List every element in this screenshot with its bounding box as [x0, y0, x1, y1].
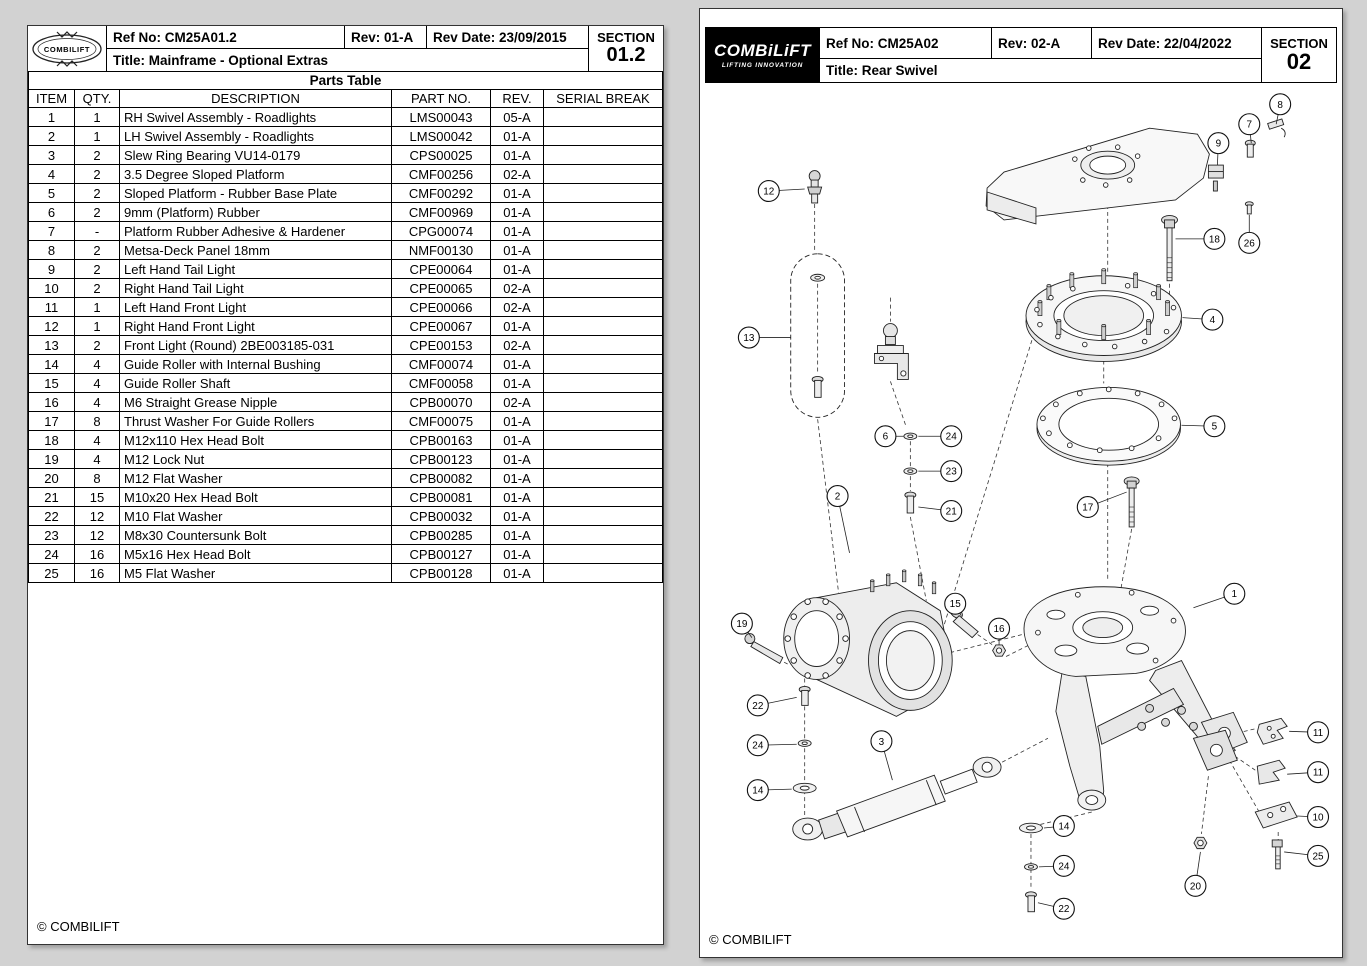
table-row	[29, 488, 663, 507]
table-cell: 3.5 Degree Sloped Platform	[120, 165, 392, 184]
svg-text:14: 14	[752, 785, 764, 797]
copyright-left: © COMBILIFT	[37, 919, 120, 934]
table-cell: CPB00128	[392, 564, 491, 583]
part-screw-26	[1245, 202, 1253, 214]
part-bolt-22b	[1025, 892, 1036, 912]
table-cell: Slew Ring Bearing VU14-0179	[120, 146, 392, 165]
svg-text:24: 24	[945, 431, 957, 443]
part-top-arm	[986, 128, 1209, 224]
table-cell: 9mm (Platform) Rubber	[120, 203, 392, 222]
table-cell: 12	[75, 507, 120, 526]
table-cell: CPB00082	[392, 469, 491, 488]
table-cell: M8x30 Countersunk Bolt	[120, 526, 392, 545]
callout-19	[731, 613, 752, 637]
table-cell: CPE00065	[392, 279, 491, 298]
table-cell: CPE00066	[392, 298, 491, 317]
table-cell	[544, 127, 663, 146]
section-box	[1262, 28, 1336, 82]
table-cell: 02-A	[491, 165, 544, 184]
svg-text:5: 5	[1211, 421, 1218, 433]
table-cell: CPB00127	[392, 545, 491, 564]
table-cell: CPB00123	[392, 450, 491, 469]
callout-4	[1182, 309, 1222, 330]
table-row	[29, 469, 663, 488]
table-cell: M12 Lock Nut	[120, 450, 392, 469]
svg-text:11: 11	[1312, 727, 1324, 739]
table-cell: 01-A	[491, 146, 544, 165]
callout-13	[738, 327, 790, 348]
table-cell	[544, 526, 663, 545]
table-cell: 01-A	[491, 488, 544, 507]
table-cell: M10x20 Hex Head Bolt	[120, 488, 392, 507]
table-cell: LH Swivel Assembly - Roadlights	[120, 127, 392, 146]
table-cell: 2	[75, 336, 120, 355]
table-row	[29, 184, 663, 203]
table-cell: 4	[75, 355, 120, 374]
table-cell: 01-A	[491, 507, 544, 526]
table-cell: LMS00043	[392, 108, 491, 127]
page-title: Title: Mainframe - Optional Extras	[107, 49, 589, 71]
part-washer-24b	[1024, 864, 1037, 870]
table-cell: 8	[75, 412, 120, 431]
svg-text:19: 19	[736, 619, 748, 631]
table-cell	[544, 336, 663, 355]
table-cell: 01-A	[491, 203, 544, 222]
svg-text:11: 11	[1312, 767, 1324, 779]
callout-9	[1208, 133, 1229, 165]
svg-text:3: 3	[878, 736, 885, 748]
table-cell: M5 Flat Washer	[120, 564, 392, 583]
part-clamp-11b	[1257, 760, 1285, 784]
svg-text:26: 26	[1243, 238, 1255, 250]
part-washer-24a	[798, 740, 811, 746]
section-box	[589, 26, 663, 71]
exploded-view-diagram	[705, 87, 1337, 935]
svg-text:22: 22	[1058, 904, 1070, 916]
table-cell	[544, 203, 663, 222]
table-cell: 9	[29, 260, 75, 279]
logo-text: COMBILIFT	[43, 44, 91, 54]
table-cell: 01-A	[491, 222, 544, 241]
page-left	[27, 25, 664, 945]
callout-24	[1039, 855, 1074, 876]
table-cell: 4	[75, 393, 120, 412]
table-cell: 18	[29, 431, 75, 450]
table-cell: 01-A	[491, 184, 544, 203]
part-motor-assembly	[784, 570, 952, 717]
callout-24	[747, 735, 796, 756]
table-cell: 16	[75, 564, 120, 583]
part-breather-valve-12	[808, 171, 822, 203]
svg-text:12: 12	[763, 186, 775, 198]
callout-6	[875, 426, 903, 447]
table-cell	[544, 374, 663, 393]
table-cell: -	[75, 222, 120, 241]
table-cell: 20	[29, 469, 75, 488]
table-cell: 2	[75, 203, 120, 222]
table-cell: 10	[29, 279, 75, 298]
copyright-right: © COMBILIFT	[709, 932, 792, 947]
table-cell: 4	[29, 165, 75, 184]
callout-11	[1289, 722, 1328, 743]
table-cell: 8	[75, 469, 120, 488]
table-cell: 2	[29, 127, 75, 146]
table-cell: 2	[75, 184, 120, 203]
table-row	[29, 526, 663, 545]
table-cell: Left Hand Tail Light	[120, 260, 392, 279]
table-cell: Right Hand Front Light	[120, 317, 392, 336]
svg-text:17: 17	[1082, 502, 1094, 514]
part-hydraulic-cylinder	[793, 757, 1001, 840]
section-number: 01.2	[606, 43, 646, 66]
table-row	[29, 431, 663, 450]
ref-no: Ref No: CM25A02	[820, 28, 992, 59]
table-cell	[544, 241, 663, 260]
table-row	[29, 507, 663, 526]
table-cell: Left Hand Front Light	[120, 298, 392, 317]
page-right	[699, 8, 1343, 958]
table-cell	[544, 260, 663, 279]
col-qty: QTY.	[75, 90, 120, 108]
col-rev: REV.	[491, 90, 544, 108]
table-row	[29, 260, 663, 279]
combilift-oval-logo	[28, 26, 107, 71]
callout-23	[918, 461, 961, 482]
table-cell	[544, 564, 663, 583]
right-page-header	[705, 27, 1337, 83]
svg-text:23: 23	[945, 466, 957, 478]
table-cell: 12	[29, 317, 75, 336]
part-sensor-bracket	[874, 324, 908, 380]
table-cell: CMF00969	[392, 203, 491, 222]
table-cell: CMF00256	[392, 165, 491, 184]
table-cell	[544, 507, 663, 526]
svg-text:24: 24	[1058, 861, 1070, 873]
table-row	[29, 317, 663, 336]
callout-20	[1185, 852, 1206, 896]
table-row	[29, 146, 663, 165]
table-row	[29, 450, 663, 469]
table-cell: 2	[75, 241, 120, 260]
table-cell: 4	[75, 431, 120, 450]
table-cell	[544, 279, 663, 298]
part-coupler-9	[1208, 165, 1223, 191]
svg-text:13: 13	[743, 333, 755, 345]
table-cell: 2	[75, 279, 120, 298]
table-cell: CPB00285	[392, 526, 491, 545]
table-cell: 02-A	[491, 279, 544, 298]
callout-24	[918, 426, 961, 447]
callout-22	[1038, 898, 1074, 919]
table-cell: 5	[29, 184, 75, 203]
table-cell: 13	[29, 336, 75, 355]
callout-14	[747, 780, 791, 801]
svg-text:22: 22	[752, 700, 764, 712]
table-cell: CPE00064	[392, 260, 491, 279]
table-cell	[544, 184, 663, 203]
table-cell: CPB00032	[392, 507, 491, 526]
svg-text:4: 4	[1209, 315, 1216, 327]
table-cell: CMF00292	[392, 184, 491, 203]
table-cell: 01-A	[491, 241, 544, 260]
table-cell: 02-A	[491, 298, 544, 317]
part-plate-10	[1255, 802, 1297, 828]
table-header-row	[29, 90, 663, 108]
callout-18	[1176, 228, 1225, 249]
col-part-no: PART NO.	[392, 90, 491, 108]
table-row	[29, 165, 663, 184]
callout-15	[945, 593, 966, 615]
table-cell: CMF00075	[392, 412, 491, 431]
table-cell: M10 Flat Washer	[120, 507, 392, 526]
table-cell: 16	[75, 545, 120, 564]
table-cell: CMF00074	[392, 355, 491, 374]
table-cell: 01-A	[491, 450, 544, 469]
callout-1	[1193, 583, 1244, 607]
table-row	[29, 108, 663, 127]
table-cell: 22	[29, 507, 75, 526]
table-cell: Metsa-Deck Panel 18mm	[120, 241, 392, 260]
table-row	[29, 241, 663, 260]
table-cell: Right Hand Tail Light	[120, 279, 392, 298]
section-number: 02	[1286, 49, 1312, 75]
table-cell: RH Swivel Assembly - Roadlights	[120, 108, 392, 127]
table-cell: 1	[75, 317, 120, 336]
callout-11	[1287, 762, 1328, 783]
page-title: Title: Rear Swivel	[820, 59, 1262, 82]
table-cell: 11	[29, 298, 75, 317]
table-row	[29, 298, 663, 317]
table-row	[29, 545, 663, 564]
part-gasket-ring	[1037, 387, 1181, 465]
table-cell: NMF00130	[392, 241, 491, 260]
section-label: SECTION	[1270, 35, 1328, 51]
ref-no: Ref No: CM25A01.2	[107, 26, 345, 49]
svg-text:14: 14	[1058, 821, 1070, 833]
table-cell: 01-A	[491, 564, 544, 583]
callout-2	[827, 486, 849, 553]
table-row	[29, 374, 663, 393]
callout-25	[1284, 845, 1328, 866]
table-row	[29, 127, 663, 146]
table-cell: 01-A	[491, 374, 544, 393]
rev: Rev: 02-A	[992, 28, 1092, 59]
table-cell: 01-A	[491, 469, 544, 488]
table-cell	[544, 412, 663, 431]
table-cell	[544, 355, 663, 374]
table-cell: 17	[29, 412, 75, 431]
table-cell	[544, 469, 663, 488]
table-cell: CPS00025	[392, 146, 491, 165]
table-cell: Sloped Platform - Rubber Base Plate	[120, 184, 392, 203]
table-cell: 01-A	[491, 127, 544, 146]
table-cell: M6 Straight Grease Nipple	[120, 393, 392, 412]
table-cell: 1	[75, 298, 120, 317]
table-cell	[544, 298, 663, 317]
construction-lines	[753, 184, 1278, 893]
section-label: SECTION	[597, 30, 655, 46]
table-cell	[544, 545, 663, 564]
part-slew-ring	[1026, 269, 1182, 362]
table-cell	[544, 393, 663, 412]
part-clamp-11a	[1257, 718, 1287, 744]
table-cell	[544, 222, 663, 241]
table-row	[29, 203, 663, 222]
table-cell: 4	[75, 374, 120, 393]
callout-22	[747, 695, 796, 716]
table-cell: 19	[29, 450, 75, 469]
table-cell: 25	[29, 564, 75, 583]
svg-text:25: 25	[1312, 851, 1324, 863]
table-cell: Front Light (Round) 2BE003185-031	[120, 336, 392, 355]
table-cell: CPE00153	[392, 336, 491, 355]
table-cell: 15	[75, 488, 120, 507]
part-washer-14a	[793, 783, 816, 793]
callout-12	[758, 181, 804, 202]
table-cell: Guide Roller with Internal Bushing	[120, 355, 392, 374]
table-cell: Thrust Washer For Guide Rollers	[120, 412, 392, 431]
col-item: ITEM	[29, 90, 75, 108]
svg-text:1: 1	[1231, 589, 1238, 601]
part-washer-14b	[1020, 823, 1043, 833]
table-cell: 21	[29, 488, 75, 507]
table-cell: 1	[75, 108, 120, 127]
svg-text:21: 21	[945, 506, 957, 518]
callout-14	[1044, 816, 1074, 837]
table-row	[29, 564, 663, 583]
table-row	[29, 222, 663, 241]
table-cell: CMF00058	[392, 374, 491, 393]
table-cell: CPE00067	[392, 317, 491, 336]
part-nut-16	[993, 645, 1006, 656]
table-cell: 14	[29, 355, 75, 374]
table-cell: 02-A	[491, 393, 544, 412]
table-cell: LMS00042	[392, 127, 491, 146]
table-cell: 6	[29, 203, 75, 222]
callout-26	[1239, 215, 1260, 253]
callout-3	[871, 731, 892, 780]
table-cell: 4	[75, 450, 120, 469]
table-cell: CPB00163	[392, 431, 491, 450]
table-cell: 1	[29, 108, 75, 127]
svg-text:15: 15	[949, 599, 961, 611]
table-cell: 01-A	[491, 260, 544, 279]
table-cell: 3	[29, 146, 75, 165]
table-cell: 2	[75, 165, 120, 184]
table-cell: 01-A	[491, 526, 544, 545]
svg-text:6: 6	[882, 431, 889, 443]
table-cell: CPB00081	[392, 488, 491, 507]
table-cell: 15	[29, 374, 75, 393]
callout-7	[1239, 114, 1260, 143]
table-row	[29, 412, 663, 431]
table-cell	[544, 317, 663, 336]
table-cell: M12 Flat Washer	[120, 469, 392, 488]
rev-date: Rev Date: 23/09/2015	[427, 26, 589, 49]
table-cell	[544, 431, 663, 450]
rev: Rev: 01-A	[345, 26, 427, 49]
table-cell: 24	[29, 545, 75, 564]
part-bolt-22a	[799, 686, 810, 705]
table-cell: 2	[75, 260, 120, 279]
svg-text:8: 8	[1277, 99, 1283, 111]
table-cell: 05-A	[491, 108, 544, 127]
table-cell: CPB00070	[392, 393, 491, 412]
table-cell: M12x110 Hex Head Bolt	[120, 431, 392, 450]
table-cell: 1	[75, 127, 120, 146]
table-cell	[544, 450, 663, 469]
svg-text:16: 16	[993, 624, 1005, 636]
logo-text-main: COMBiLiFT	[713, 41, 812, 60]
table-cell: 01-A	[491, 431, 544, 450]
table-cell: 02-A	[491, 336, 544, 355]
svg-text:7: 7	[1246, 119, 1253, 131]
callout-10	[1297, 807, 1328, 828]
table-cell: 23	[29, 526, 75, 545]
combilift-logo	[706, 28, 820, 82]
combilift-oval-logo-graphic	[30, 28, 104, 70]
svg-text:2: 2	[834, 491, 841, 503]
table-cell	[544, 488, 663, 507]
table-cell	[544, 146, 663, 165]
parts-table	[28, 71, 663, 583]
table-cell: M5x16 Hex Head Bolt	[120, 545, 392, 564]
table-cell: 01-A	[491, 355, 544, 374]
logo-text-sub: LIFTING INNOVATION	[721, 62, 804, 69]
table-cell	[544, 165, 663, 184]
svg-text:24: 24	[752, 740, 764, 752]
svg-text:10: 10	[1312, 812, 1324, 824]
table-cell: 8	[29, 241, 75, 260]
callout-5	[1181, 416, 1224, 437]
callout-17	[1077, 492, 1126, 517]
table-row	[29, 355, 663, 374]
part-bolt-17	[1124, 477, 1139, 527]
svg-text:18: 18	[1208, 234, 1220, 246]
col-description: DESCRIPTION	[120, 90, 392, 108]
callout-21	[918, 501, 961, 522]
table-title: Parts Table	[29, 72, 663, 90]
part-bolt-19	[745, 634, 783, 664]
table-cell	[544, 108, 663, 127]
table-row	[29, 393, 663, 412]
col-serial-break: SERIAL BREAK	[544, 90, 663, 108]
table-cell: 01-A	[491, 317, 544, 336]
left-page-header	[28, 26, 663, 71]
part-nut-20	[1194, 837, 1207, 848]
table-cell: 7	[29, 222, 75, 241]
table-cell: Platform Rubber Adhesive & Hardener	[120, 222, 392, 241]
svg-text:20: 20	[1189, 881, 1201, 893]
table-cell: Guide Roller Shaft	[120, 374, 392, 393]
callout-16	[989, 618, 1010, 644]
table-cell: CPG00074	[392, 222, 491, 241]
table-cell: 01-A	[491, 545, 544, 564]
part-swivel-casting	[1024, 587, 1247, 810]
rev-date: Rev Date: 22/04/2022	[1092, 28, 1262, 59]
table-cell: 01-A	[491, 412, 544, 431]
part-bolt-7	[1245, 140, 1255, 157]
table-cell: 16	[29, 393, 75, 412]
table-cell: 2	[75, 146, 120, 165]
table-cell: 12	[75, 526, 120, 545]
table-row	[29, 336, 663, 355]
svg-text:9: 9	[1215, 138, 1222, 150]
part-bolt-25	[1272, 840, 1282, 869]
table-row	[29, 279, 663, 298]
part-bolt-18	[1162, 215, 1178, 280]
